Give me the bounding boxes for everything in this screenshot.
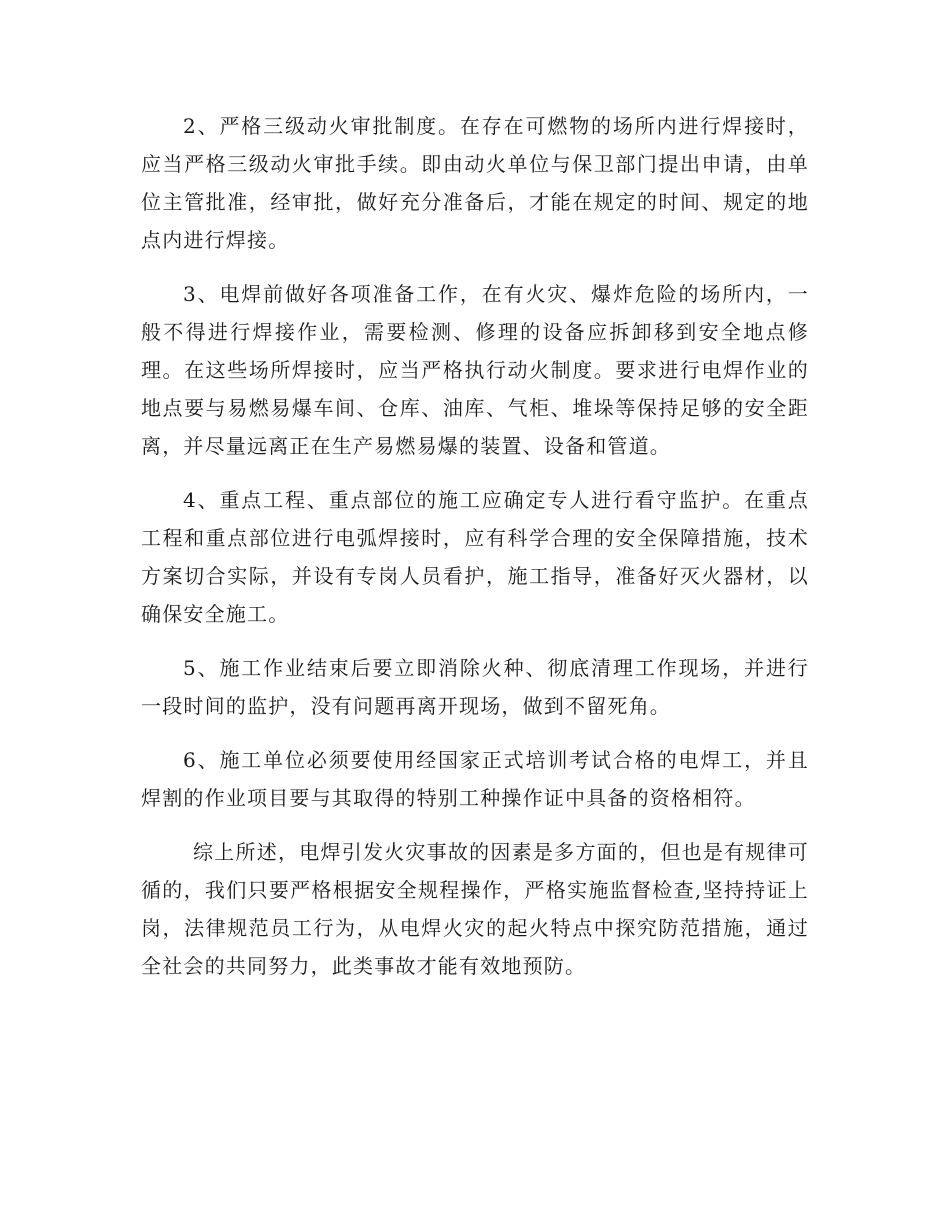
paragraph-item-5: 5、施工作业结束后要立即消除火种、彻底清理工作现场，并进行一段时间的监护，没有问题再离开现场，做到不留死角。 bbox=[141, 656, 809, 718]
paragraph-item-4: 4、重点工程、重点部位的施工应确定专人进行看守监护。在重点工程和重点部位进行电弧焊接时，应有科学合理的安全保障措施，技术方案切合实际，并设有专岗人员看护，施工指导，准备好灭火器材，以确保安全施工。 bbox=[141, 488, 809, 626]
paragraph-item-6: 6、施工单位必须要使用经国家正式培训考试合格的电焊工，并且焊割的作业项目要与其取得的特别工种操作证中具备的资格相符。 bbox=[141, 748, 809, 810]
summary-paragraph: 综上所述，电焊引发火灾事故的因素是多方面的，但也是有规律可循的，我们只要严格根据安全规程操作，严格实施监督检查,坚持持证上岗，法律规范员工行为，从电焊火灾的起火特点中探究防范措施，通过全社会的共同努力，此类事故才能有效地预防。 bbox=[141, 840, 809, 978]
paragraph-item-2: 2、严格三级动火审批制度。在存在可燃物的场所内进行焊接时，应当严格三级动火审批手续。即由动火单位与保卫部门提出申请，由单位主管批准，经审批，做好充分准备后，才能在规定的时间、规定的地点内进行焊接。 bbox=[141, 114, 809, 252]
document-page bbox=[141, 107, 809, 1001]
paragraph-item-3: 3、电焊前做好各项准备工作，在有火灾、爆炸危险的场所内，一般不得进行焊接作业，需要检测、修理的设备应拆卸移到安全地点修理。在这些场所焊接时，应当严格执行动火制度。要求进行电焊作业的地点要与易燃易爆车间、仓库、油库、气柜、堆垛等保持足够的安全距离，并尽量远离正在生产易燃易爆的装置、设备和管道。 bbox=[141, 282, 809, 458]
